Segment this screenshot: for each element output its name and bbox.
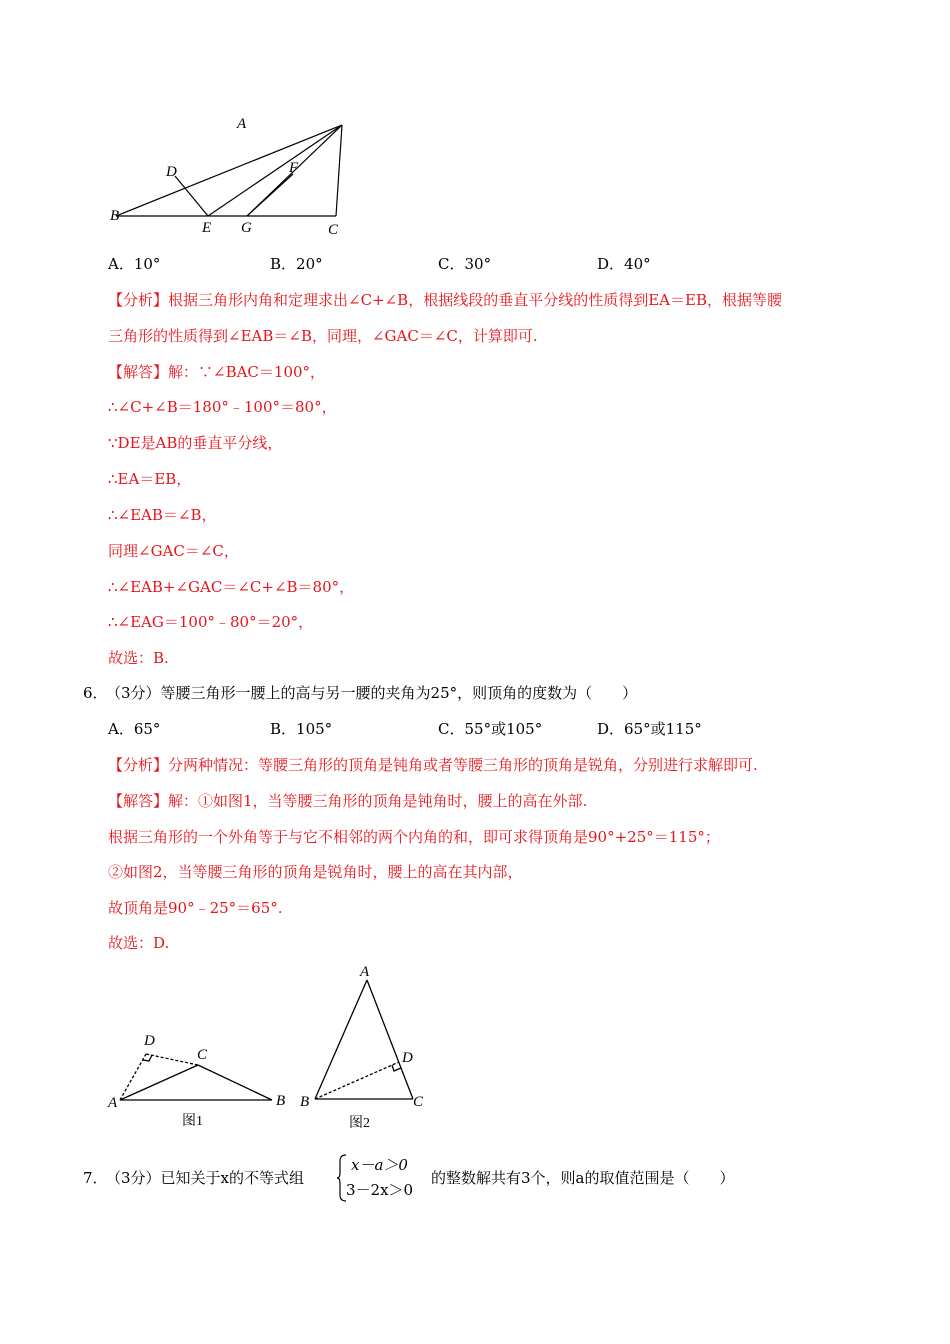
q5-option-d[interactable]: D．40° (597, 255, 651, 273)
q6-solution-line-1: 【解答】解：①如图1，当等腰三角形的顶角是钝角时，腰上的高在外部. (108, 792, 588, 810)
label-c: C (328, 222, 339, 238)
segment-ad-dashed (120, 1054, 146, 1100)
segment-de (175, 176, 208, 216)
q7-number: 7． (83, 1169, 108, 1187)
q5-option-b[interactable]: B．20° (270, 255, 323, 273)
q6-solution-line-2: 根据三角形的一个外角等于与它不相邻的两个内角的和，即可求得顶角是90°+25°＝115°； (108, 828, 720, 846)
label-f: F (289, 160, 299, 176)
triangle-figure-q5 (100, 110, 360, 240)
q6-solution-line-5: 故选：D. (108, 934, 170, 952)
q6-solution-line-3: ②如图2，当等腰三角形的顶角是锐角时，腰上的高在其内部， (108, 863, 523, 881)
fig2-label-b: B (300, 1094, 310, 1110)
q6-stem: （3分）等腰三角形一腰上的高与另一腰的夹角为25°，则顶角的度数为（ ） (106, 684, 638, 702)
q6-option-d[interactable]: D．65°或115° (597, 720, 702, 738)
q5-analysis-line-2: 三角形的性质得到∠EAB＝∠B，同理，∠GAC＝∠C，计算即可. (108, 327, 538, 345)
label-e: E (202, 220, 212, 236)
segment-ac (336, 125, 342, 216)
q5-solution-line-4: ∴EA＝EB， (108, 470, 192, 488)
q7-stem-after: 的整数解共有3个，则a的取值范围是（ ） (431, 1169, 735, 1187)
segment-ac (367, 980, 413, 1099)
q6-solution-line-4: 故顶角是90°﹣25°＝65°. (108, 899, 283, 917)
segment-bd-dashed (315, 1062, 399, 1099)
q5-solution-line-5: ∴∠EAB＝∠B， (108, 506, 217, 524)
triangle-figure-2-q6 (295, 960, 435, 1135)
q5-solution-line-7: ∴∠EAB+∠GAC＝∠C+∠B＝80°， (108, 578, 355, 596)
fig2-label-a: A (360, 964, 370, 980)
q6-analysis: 【分析】分两种情况：等腰三角形的顶角是钝角或者等腰三角形的顶角是锐角，分别进行求解即可. (108, 756, 758, 774)
q6-option-a[interactable]: A．65° (108, 720, 161, 738)
segment-dc-dashed (146, 1054, 198, 1065)
label-a: A (237, 116, 247, 132)
label-g: G (241, 220, 252, 236)
fig2-caption: 图2 (349, 1116, 370, 1131)
label-d: D (166, 164, 177, 180)
q5-solution-line-6: 同理∠GAC＝∠C， (108, 542, 239, 560)
fig1-label-d: D (144, 1033, 155, 1049)
segment-ab (315, 980, 367, 1099)
q5-solution-line-9: 故选：B. (108, 649, 169, 667)
q5-solution-line-1: 【解答】解：∵∠BAC＝100°， (108, 363, 326, 381)
q5-analysis-line-1: 【分析】根据三角形内角和定理求出∠C+∠B，根据线段的垂直平分线的性质得到EA＝EB，根据等腰 (108, 291, 782, 309)
label-b: B (110, 208, 120, 224)
fig1-label-b: B (276, 1093, 286, 1109)
segment-fg (247, 174, 293, 216)
fig2-label-c: C (413, 1094, 424, 1110)
q5-solution-line-3: ∵DE是AB的垂直平分线， (108, 434, 283, 452)
q5-option-c[interactable]: C．30° (438, 255, 492, 273)
q5-option-a[interactable]: A．10° (108, 255, 161, 273)
q7-stem-before: （3分）已知关于x的不等式组 (106, 1169, 305, 1187)
q7-system-line-2: 3－2x＞0 (346, 1181, 414, 1199)
q7-system-line-1: x－a＞0 (351, 1156, 408, 1174)
segment-ac (120, 1065, 198, 1100)
fig1-label-c: C (197, 1047, 208, 1063)
q6-option-c[interactable]: C．55°或105° (438, 720, 543, 738)
q5-solution-line-2: ∴∠C+∠B＝180°﹣100°＝80°， (108, 398, 337, 416)
q5-solution-line-8: ∴∠EAG＝100°﹣80°＝20°， (108, 613, 314, 631)
q6-option-b[interactable]: B．105° (270, 720, 333, 738)
fig2-label-d: D (402, 1050, 413, 1066)
segment-cb (198, 1065, 272, 1100)
fig1-label-a: A (108, 1095, 118, 1111)
fig1-caption: 图1 (182, 1114, 203, 1129)
triangle-figure-1-q6 (100, 1025, 300, 1135)
q6-number: 6． (83, 684, 108, 702)
